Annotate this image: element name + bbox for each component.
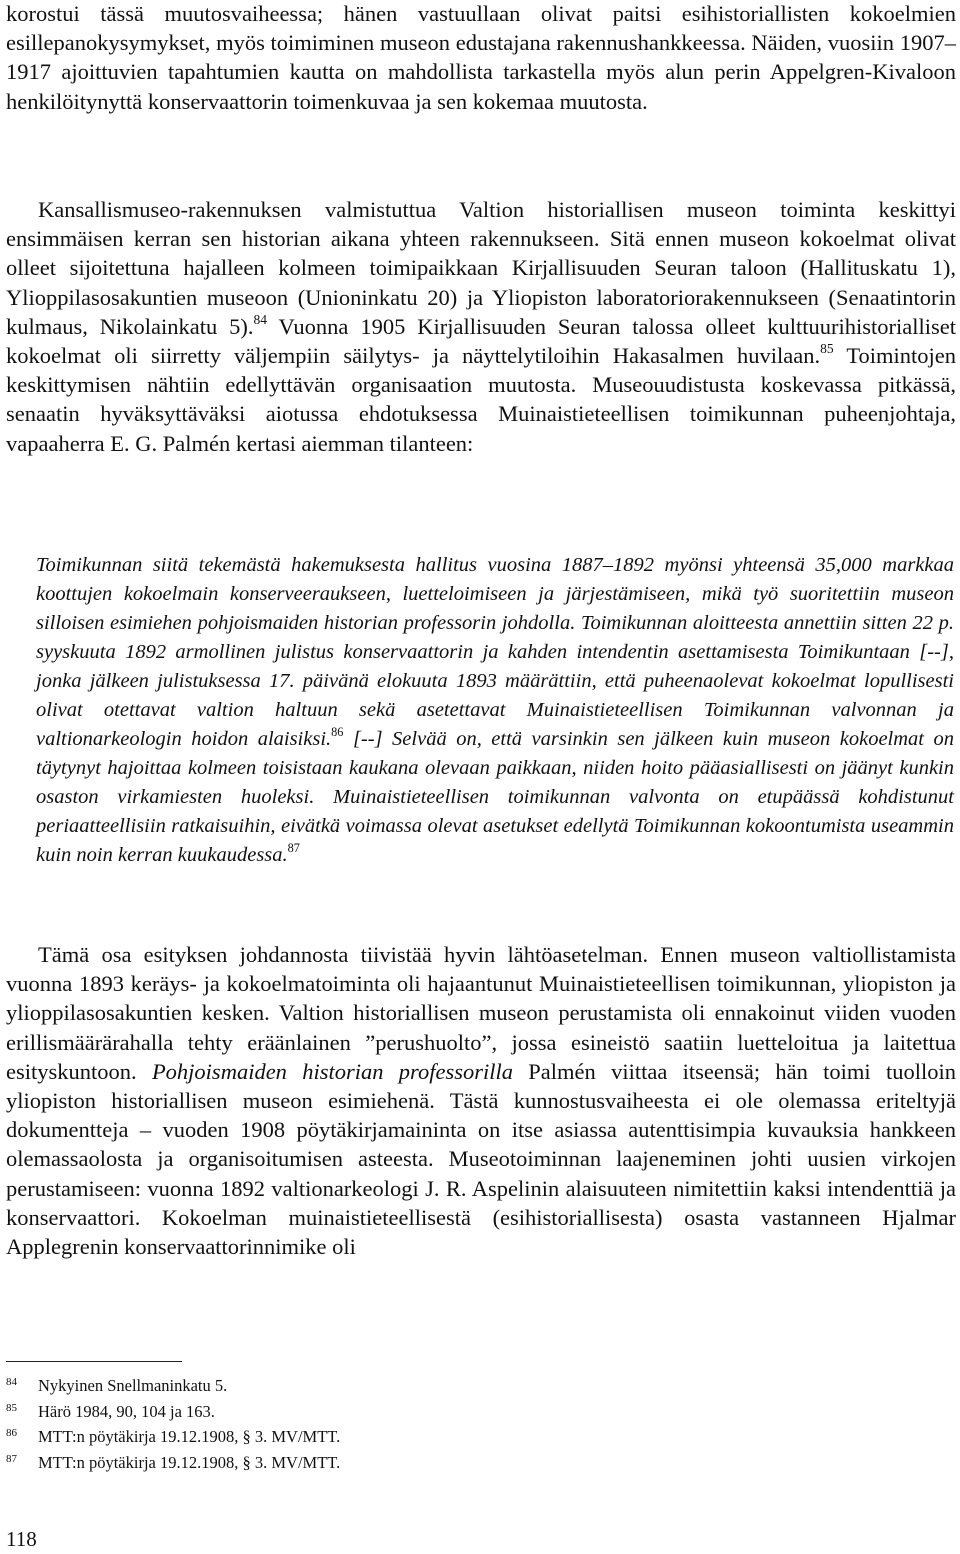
quote-text: [--] Selvää on, että varsinkin sen jälkeen kuin museon kokoelmat on täytynyt hajoittaa kolmeen toisistaan kaukana olevaan paikkaan, niiden hoito pääasiallisesti on jäänyt kunkin osaston virkamiesten huoleksi. Muinaistieteellisen toimikunnan valvonta on etupäässä kohdistunut periaatteellisiin ratkaisuihin, eivätkä voimassa olevat asetukset edellytä Toimikunnan kokoontumista useammin kuin noin kerran kuukaudessa. [36, 728, 954, 866]
footnote-text: Härö 1984, 90, 104 ja 163. [38, 1401, 215, 1421]
paragraph-museum-building [6, 195, 956, 458]
footnote-ref-86[interactable]: 86 [331, 724, 344, 739]
quote-text: Toimikunnan siitä tekemästä hakemuksesta hallitus vuosina 1887–1892 myönsi yhteensä 35,000 markkaa koottujen kokoelmain konserveeraukseen, luetteloimiseen ja järjestämiseen, mikä työ suoritettiin museon silloisen esimiehen pohjoismaiden historian professorin johdolla. Toimikunnan aloitteesta annettiin sitten 22 p. syyskuuta 1892 armollinen julistus konservaattorin ja kahden intendentin asettamisesta Toimikuntaan [--], jonka jälkeen julistuksessa 17. päivänä elokuuta 1893 määrättiin, että puheenaolevat kokoelmat lopullisesti olivat otettavat valtion haltuun sekä asetettavat Muinaistieteellisen Toimikunnan valvonnan ja valtionarkeologin hoidon alaisiksi. [36, 554, 954, 750]
block-quote [36, 551, 954, 870]
paragraph-text: Vuonna 1905 Kirjallisuuden Seuran talossa olleet kulttuurihistorialliset kokoelmat oli siirretty väljempiin säilytys- ja näyttelytiloihin Hakasalmen huvilaan. [6, 313, 956, 369]
paragraph-intro-text: korostui tässä muutosvaiheessa; hänen vastuullaan olivat paitsi esihistoriallisten kokoelmien esillepanokysymykset, myös toimiminen museon edustajana rakennushankkeessa. Näiden, vuosiin 1907–1917 ajoittuvien tapahtumien kautta on mahdollista tarkastella myös alun perin Appelgren-Kivaloon henkilöitynyttä konservaattorin toimenkuvaa ja sen kokemaa muutosta. [6, 1, 956, 114]
footnote-84 [0, 1373, 700, 1399]
footnote-text: MTT:n pöytäkirja 19.12.1908, § 3. MV/MTT. [38, 1427, 341, 1447]
footnote-87 [0, 1450, 700, 1476]
footnote-divider [6, 1361, 182, 1362]
paragraph-text: Tämä osa esityksen johdannosta tiivistää hyvin lähtöasetelman. Ennen museon valtiollistamista vuonna 1893 keräys- ja kokoelmatoiminta oli hajaantunut Muinaistieteellisen toimikunnan, yliopiston ja ylioppilasosakuntien kesken. Valtion historiallisen museon perustamista oli ennakoinut viiden vuoden erillismäärärahalla tehty eräänlainen ”perushuolto”, jossa esineistö saatiin luetteloitua ja laitettua esityskuntoon. [6, 942, 956, 1084]
paragraph-summary [6, 940, 956, 1261]
footnotes [0, 1373, 700, 1475]
paragraph-text: Kansallismuseo-rakennuksen valmistuttua Valtion historiallisen museon toiminta keskittyi ensimmäisen kerran sen historian aikana yhteen rakennukseen. Sitä ennen museon kokoelmat olivat olleet sijoitettuna hajalleen kolmeen toimipaikkaan Kirjallisuuden Seuran taloon (Hallituskatu 1), Ylioppilasosakuntien museoon (Unioninkatu 20) ja Yliopiston laboratoriorakennukseen (Senaatintorin kulmaus, Nikolainkatu 5). [6, 197, 956, 339]
paragraph-text: Palmén viittaa itseensä; hän toimi tuolloin yliopiston historiallisen museon esimiehenä. Tästä kunnostusvaiheesta ei ole olemassa eriteltyjä dokumentteja – vuoden 1908 pöytäkirjamaininta on itse asiassa autenttisimpia kuvauksia hankkeen olemassaolosta ja organisoitumisen asteesta. Museotoiminnan laajeneminen johti uusien virkojen perustamiseen: vuonna 1892 valtionarkeologi J. R. Aspelinin alaisuuteen nimitettiin kaksi intendenttiä ja konservaattori. Kokoelman muinaistieteellisestä (esihistoriallisesta) osasta vastanneen Hjalmar Applegrenin konservaattorinnimike oli [6, 1058, 956, 1260]
italic-phrase: Pohjoismaiden historian professorilla [151, 1058, 513, 1084]
footnote-85 [0, 1399, 700, 1425]
footnote-number: 87 [6, 1452, 17, 1465]
paragraph-intro [6, 0, 956, 116]
footnote-86 [0, 1424, 700, 1450]
footnote-ref-87[interactable]: 87 [287, 840, 300, 855]
footnote-ref-84[interactable]: 84 [253, 311, 268, 327]
footnote-text: Nykyinen Snellmaninkatu 5. [38, 1376, 228, 1395]
footnote-text: MTT:n pöytäkirja 19.12.1908, § 3. MV/MTT. [38, 1452, 341, 1472]
footnote-number: 85 [6, 1401, 17, 1414]
footnote-ref-85[interactable]: 85 [820, 340, 834, 356]
footnote-number: 84 [6, 1376, 17, 1388]
paragraph-text: Toimintojen keskittymisen nähtiin edellyttävän organisaation muutosta. Museouudistusta koskevassa pitkässä, senaatin hyväksyttäväksi aiotussa ehdotuksessa Muinaistieteellisen toimikunnan puheenjohtaja, vapaaherra E. G. Palmén kertasi aiemman tilanteen: [6, 343, 956, 456]
footnote-number: 86 [6, 1427, 17, 1440]
page-number: 118 [6, 1527, 37, 1551]
